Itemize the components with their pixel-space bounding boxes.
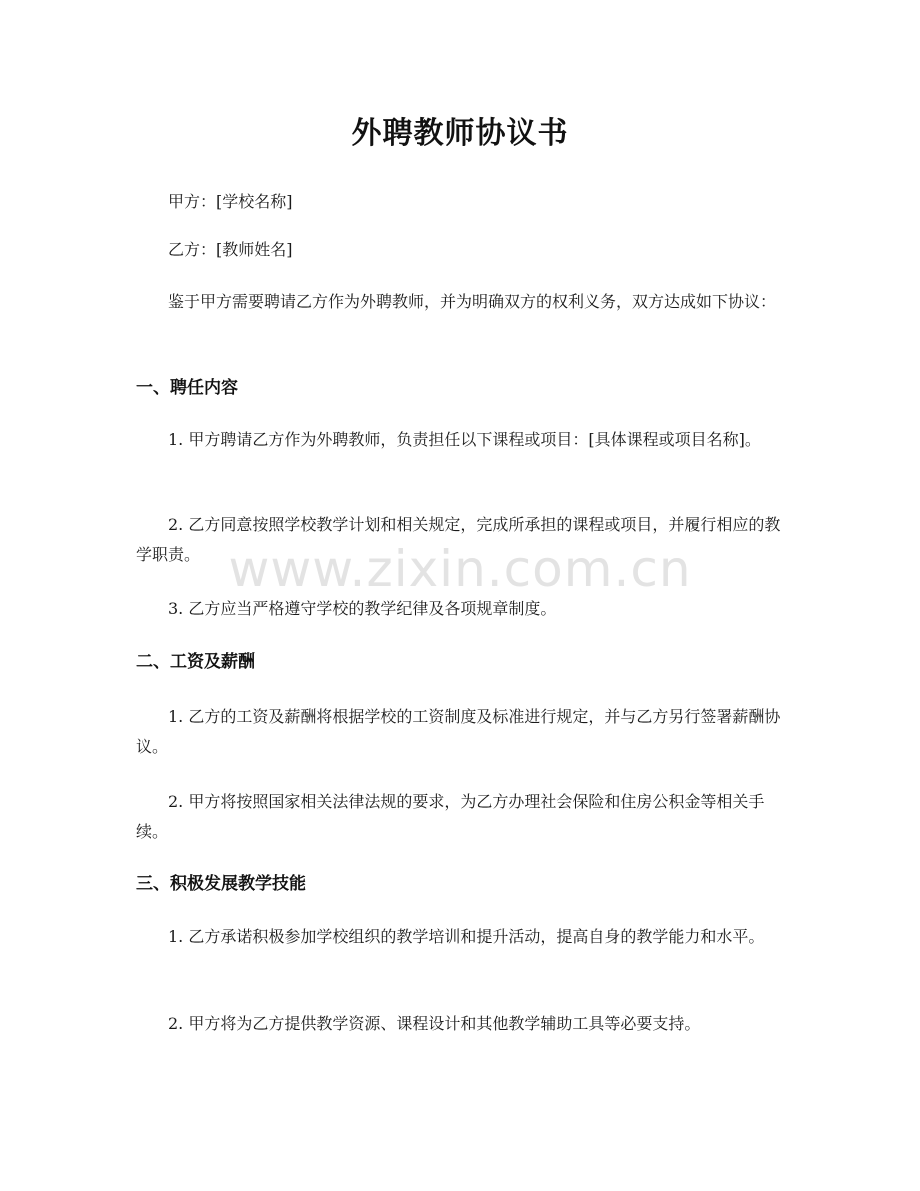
watermark: www.zixin.com.cn (228, 540, 692, 598)
section-heading-3: 三、积极发展教学技能 (136, 874, 306, 894)
clause-1-1: 1. 甲方聘请乙方作为外聘教师，负责担任以下课程或项目：[具体课程或项目名称]。 (168, 430, 761, 449)
section-heading-2: 二、工资及薪酬 (136, 652, 255, 672)
clause-3-1: 1. 乙方承诺积极参加学校组织的教学培训和提升活动，提高自身的教学能力和水平。 (168, 927, 765, 946)
party-b: 乙方：[教师姓名] (168, 240, 293, 259)
section-heading-1: 一、聘任内容 (136, 378, 238, 398)
clause-2-1: 1. 乙方的工资及薪酬将根据学校的工资制度及标准进行规定，并与乙方另行签署薪酬协议。 (136, 707, 781, 756)
clause-2-2: 2. 甲方将按照国家相关法律法规的要求，为乙方办理社会保险和住房公积金等相关手续。 (136, 792, 765, 841)
clause-1-3: 3. 乙方应当严格遵守学校的教学纪律及各项规章制度。 (168, 599, 557, 618)
clause-1-2: 2. 乙方同意按照学校教学计划和相关规定，完成所承担的课程或项目，并履行相应的教学职责。 (136, 515, 781, 564)
clause-3-2: 2. 甲方将为乙方提供教学资源、课程设计和其他教学辅助工具等必要支持。 (168, 1014, 701, 1033)
party-a: 甲方：[学校名称] (168, 192, 293, 211)
page-title: 外聘教师协议书 (351, 116, 569, 151)
preamble: 鉴于甲方需要聘请乙方作为外聘教师，并为明确双方的权利义务，双方达成如下协议： (168, 292, 777, 311)
